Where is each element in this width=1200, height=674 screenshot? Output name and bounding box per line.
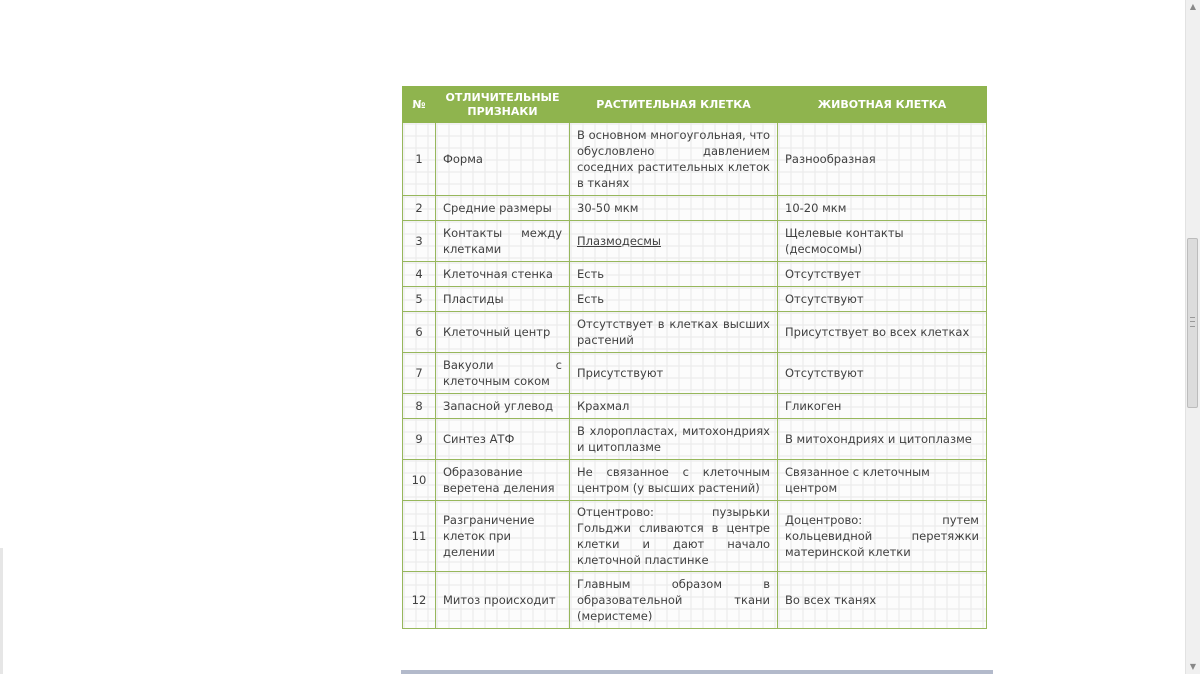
- row-animal-value: В митохондриях и цитоплазме: [778, 419, 987, 460]
- comparison-table-container: [402, 86, 986, 629]
- row-animal-value: 10-20 мкм: [778, 196, 987, 221]
- row-feature: Митоз происходит: [436, 572, 570, 629]
- row-animal-value: Отсутствуют: [778, 287, 987, 312]
- row-number: 11: [403, 501, 436, 572]
- table-row: [403, 287, 987, 312]
- row-feature: Контакты между клетками: [436, 221, 570, 262]
- header-number: №: [403, 87, 436, 123]
- row-number: 9: [403, 419, 436, 460]
- cell-comparison-table: [402, 86, 987, 629]
- row-feature: Образование веретена деления: [436, 460, 570, 501]
- table-row: [403, 353, 987, 394]
- row-feature: Запасной углевод: [436, 394, 570, 419]
- plasmodesmata-link[interactable]: Плазмодесмы: [570, 221, 778, 262]
- row-feature: Вакуоли с клеточным соком: [436, 353, 570, 394]
- table-row: [403, 394, 987, 419]
- row-plant-value: Есть: [570, 262, 778, 287]
- vertical-scrollbar[interactable]: [1185, 0, 1200, 674]
- table-row: [403, 572, 987, 629]
- row-animal-value: Разнообразная: [778, 123, 987, 196]
- row-animal-value: Отсутствует: [778, 262, 987, 287]
- header-row: [403, 87, 987, 123]
- row-plant-value: 30-50 мкм: [570, 196, 778, 221]
- table-row: [403, 221, 987, 262]
- table-row: [403, 196, 987, 221]
- row-number: 10: [403, 460, 436, 501]
- row-plant-value: Крахмал: [570, 394, 778, 419]
- row-plant-value: Есть: [570, 287, 778, 312]
- row-feature: Форма: [436, 123, 570, 196]
- row-animal-value: Присутствует во всех клетках: [778, 312, 987, 353]
- row-feature: Разграничение клеток при делении: [436, 501, 570, 572]
- row-animal-value: Связанное с клеточным центром: [778, 460, 987, 501]
- row-feature: Пластиды: [436, 287, 570, 312]
- row-plant-value: Отсутствует в клетках высших растений: [570, 312, 778, 353]
- header-feature: ОТЛИЧИТЕЛЬНЫЕ ПРИЗНАКИ: [436, 87, 570, 123]
- row-number: 7: [403, 353, 436, 394]
- table-header: [403, 87, 987, 123]
- scroll-up-arrow-icon[interactable]: ▲: [1189, 2, 1197, 11]
- table-row: [403, 460, 987, 501]
- row-feature: Клеточная стенка: [436, 262, 570, 287]
- row-animal-value: Доцентрово: путем кольцевидной перетяжки материнской клетки: [778, 501, 987, 572]
- header-animal-cell: ЖИВОТНАЯ КЛЕТКА: [778, 87, 987, 123]
- row-animal-value: Во всех тканях: [778, 572, 987, 629]
- header-plant-cell: РАСТИТЕЛЬНАЯ КЛЕТКА: [570, 87, 778, 123]
- row-feature: Клеточный центр: [436, 312, 570, 353]
- scroll-thumb[interactable]: [1187, 238, 1198, 408]
- row-number: 6: [403, 312, 436, 353]
- row-number: 12: [403, 572, 436, 629]
- row-number: 1: [403, 123, 436, 196]
- grip-icon: [1190, 317, 1195, 327]
- scroll-down-arrow-icon[interactable]: ▼: [1189, 662, 1197, 671]
- row-animal-value: Гликоген: [778, 394, 987, 419]
- row-plant-value: Присутствуют: [570, 353, 778, 394]
- row-plant-value: В хлоропластах, митохондриях и цитоплазме: [570, 419, 778, 460]
- row-feature: Средние размеры: [436, 196, 570, 221]
- row-animal-value: Отсутствуют: [778, 353, 987, 394]
- table-row: [403, 312, 987, 353]
- table-row: [403, 123, 987, 196]
- table-row: [403, 262, 987, 287]
- row-plant-value: В основном многоугольная, что обусловлено давлением соседних растительных клеток в тканях: [570, 123, 778, 196]
- row-number: 8: [403, 394, 436, 419]
- row-number: 2: [403, 196, 436, 221]
- row-plant-value: Главным образом в образовательной ткани (меристеме): [570, 572, 778, 629]
- left-edge-strip: [0, 548, 3, 674]
- row-plant-value: Отцентрово: пузырьки Гольджи сливаются в центре клетки и дают начало клеточной пластинке: [570, 501, 778, 572]
- table-body: [403, 123, 987, 629]
- bottom-divider: [401, 670, 993, 674]
- row-feature: Синтез АТФ: [436, 419, 570, 460]
- row-animal-value: Щелевые контакты (десмосомы): [778, 221, 987, 262]
- row-number: 5: [403, 287, 436, 312]
- table-row: [403, 419, 987, 460]
- row-number: 3: [403, 221, 436, 262]
- row-number: 4: [403, 262, 436, 287]
- table-row: [403, 501, 987, 572]
- row-plant-value: Не связанное с клеточным центром (у высших растений): [570, 460, 778, 501]
